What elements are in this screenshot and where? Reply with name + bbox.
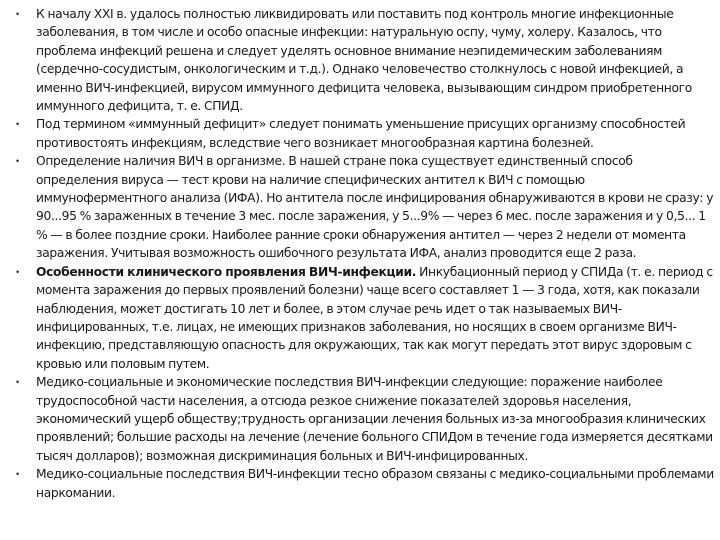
bullet-item-3 [14, 152, 714, 262]
paragraph-lead-bold: Особенности клинического проявления ВИЧ-инфекции. [36, 264, 417, 279]
paragraph-rest: Инкубационный период у СПИДа (т. е. период с момента заражения до первых проявлений болезни) чаще всего составляет 1 — 3 года, хотя, как показали наблюдения, может достигать 10 лет и более, в этом случае речь идет о так называемых ВИЧ-инфицированных, т.е. лицах, не имеющих признаков заболевания, но носящих в своем организме ВИЧ-инфекцию, представляющую опасность для окружающих, так как могут передать этот вирус здоровым с кровью или половым путем. [36, 264, 713, 371]
bullet-item-2 [14, 115, 714, 152]
bullet-item-6 [14, 465, 714, 502]
paragraph-text: Медико-социальные последствия ВИЧ-инфекции тесно образом связаны с медико-социальными проблемами наркомании. [36, 467, 714, 500]
bullet-list [14, 5, 714, 502]
paragraph-text: Определение наличия ВИЧ в организме. В нашей стране пока существует единственный способ определения вируса — тест крови на наличие специфических антител к ВИЧ с помощью иммуноферментного анализа (ИФА). Но антитела после инфицирования обнаруживаются в крови не сразу: у 90...95 % зараженных в течение 3 мес. после заражения, у 5...9% — через 6 мес. после заражения и у 0,5... 1 % — в более поздние сроки. Наиболее ранние сроки обнаружения антител — через 2 недели от момента заражения. Учитывая возможность ошибочного результата ИФА, анализ проводится еще 2 раза. [36, 154, 714, 261]
bullet-icon: • [16, 266, 20, 277]
bullet-icon: • [16, 377, 20, 388]
bullet-icon: • [16, 469, 20, 480]
bullet-icon: • [16, 156, 20, 167]
bullet-icon: • [16, 9, 20, 19]
paragraph-text [36, 263, 714, 373]
bullet-icon: • [16, 119, 20, 130]
bullet-item-4 [14, 263, 714, 373]
paragraph-text: Медико-социальные и экономические последствия ВИЧ-инфекции следующие: поражение наиболее трудоспособной части населения, а отсюда резкое снижение показателей здоровья населения, экономический ущерб обществу;трудность организации лечения больных из-за многообразия клинических проявлений; большие расходы на лечение (лечение больного СПИДом в течение года измеряется десятками тысяч долларов); возможная дискриминация больных и ВИЧ-инфицированных. [36, 375, 713, 463]
bullet-item-5 [14, 373, 714, 465]
paragraph-text: Под термином «иммунный дефицит» следует понимать уменьшение присущих организму способностей противостоять инфекциям, вследствие чего возникает многообразная картина болезней. [36, 117, 686, 150]
bullet-item-1 [14, 5, 714, 115]
paragraph-text: К началу XXI в. удалось полностью ликвидировать или поставить под контроль многие инфекционные заболевания, в том числе и особо опасные инфекции: натуральную оспу, чуму, холеру. Казалось, что проблема инфекций решена и следует уделять основное внимание неэпидемическим заболеваниям (сердечно-сосудистым, онкологическим и т.д.). Однако человечество столкнулось с новой инфекцией, а именно ВИЧ-инфекцией, вирусом иммунного дефицита человека, вызывающим синдром приобретенного иммунного дефицита, т. е. СПИД. [36, 7, 692, 114]
